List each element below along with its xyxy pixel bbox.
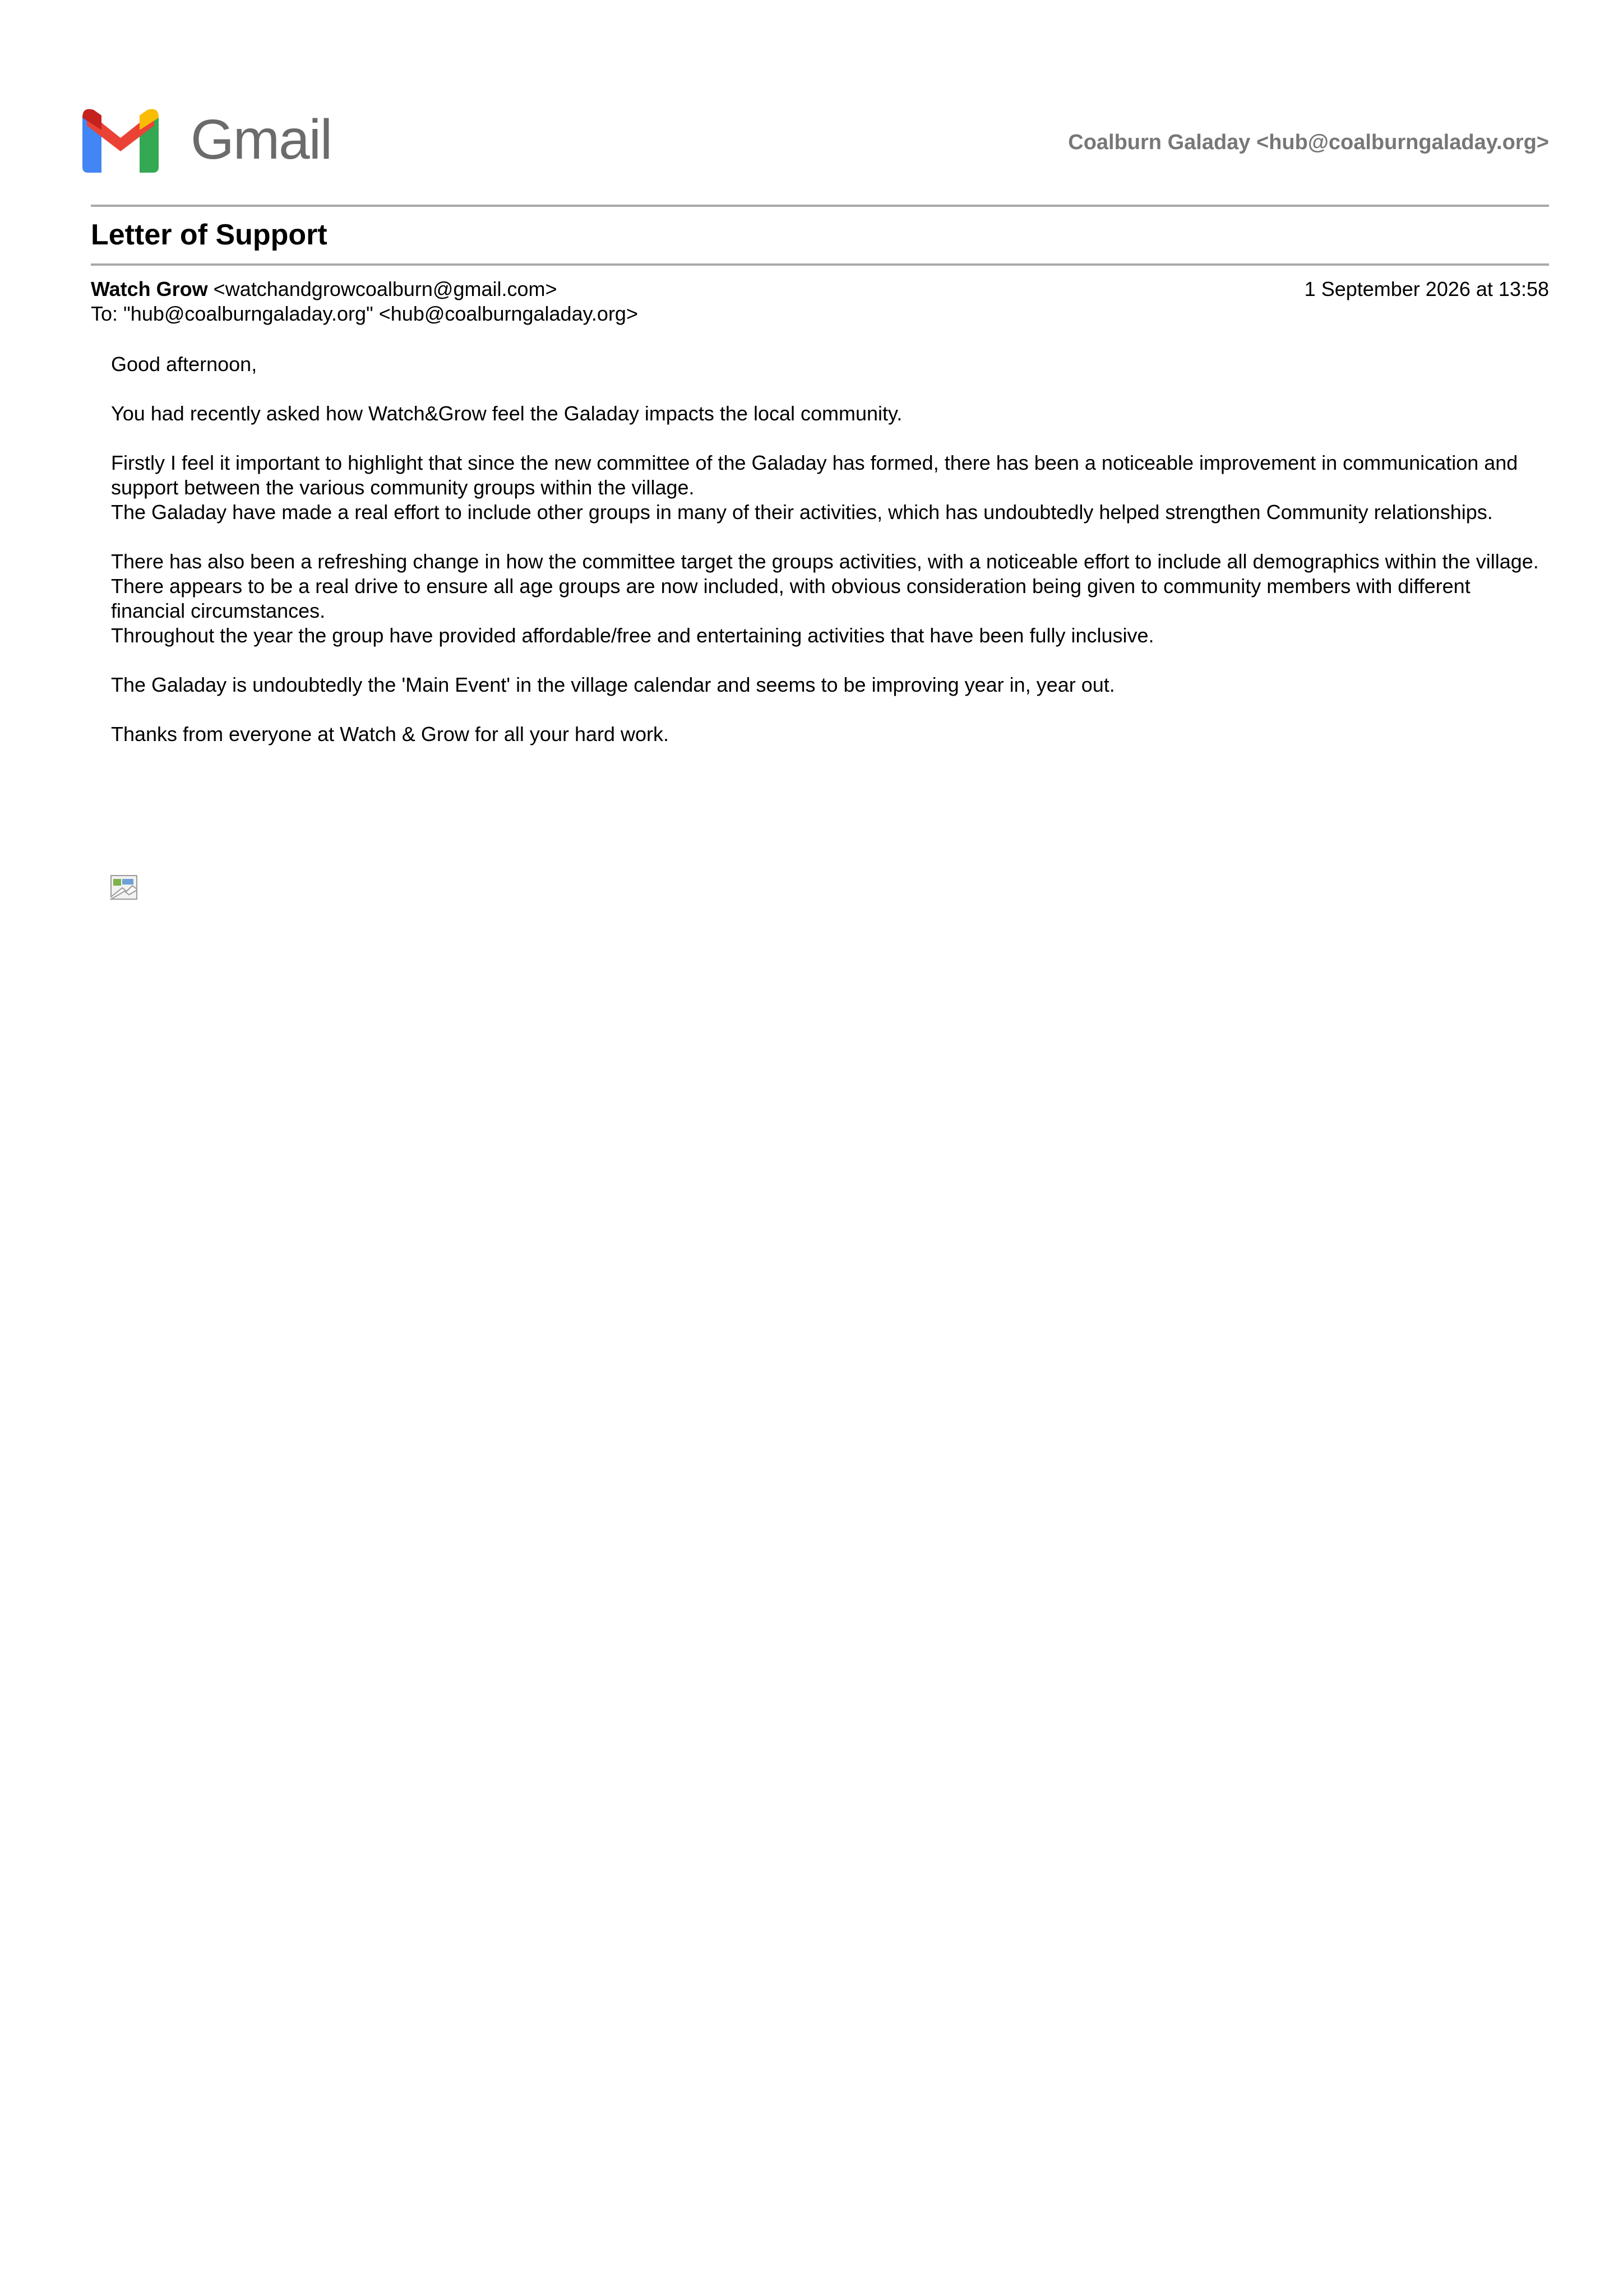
email-subject: Letter of Support (91, 219, 327, 251)
account-label: Coalburn Galaday <hub@coalburngaladay.org> (1068, 131, 1549, 154)
paragraph-3-line-1: There has also been a refreshing change in how the committee target the groups activities, with a noticeable effort to include all demographics within the village. (111, 550, 1539, 573)
paragraph-2-line-1: Firstly I feel it important to highlight that since the new committee of the Galaday has formed, there has been a noticeable improvement in communication and support between the various community groups within the village. (111, 451, 1518, 499)
paragraph-3-line-2: There appears to be a real drive to ensure all age groups are now included, with obvious consideration being given to community members with different financial circumstances. (111, 575, 1471, 622)
greeting: Good afternoon, (111, 353, 257, 376)
recipient-row: To: "hub@coalburngaladay.org" <hub@coalburngaladay.org> (91, 302, 638, 325)
sender-name: Watch Grow (91, 277, 208, 300)
gmail-wordmark: Gmail (191, 108, 332, 171)
sender-row (91, 277, 1549, 302)
paragraph-1: You had recently asked how Watch&Grow feel the Galaday impacts the local community. (111, 402, 903, 425)
header-divider (91, 205, 1549, 207)
paragraph-2 (111, 451, 1546, 525)
email-date: 1 September 2026 at 13:58 (1304, 277, 1549, 300)
sign-off: Thanks from everyone at Watch & Grow for all your hard work. (111, 723, 669, 746)
broken-image-icon (110, 874, 138, 900)
paragraph-3-line-3: Throughout the year the group have provided affordable/free and entertaining activities that have been fully inclusive. (111, 624, 1154, 647)
paragraph-3 (111, 549, 1546, 648)
paragraph-2-line-2: The Galaday have made a real effort to include other groups in many of their activities, which has undoubtedly helped strengthen Community relationships. (111, 501, 1493, 524)
sender-email: <watchandgrowcoalburn@gmail.com> (207, 277, 557, 300)
email-body (111, 352, 1546, 771)
subject-divider (91, 263, 1549, 266)
gmail-logo-icon (82, 107, 159, 173)
paragraph-4: The Galaday is undoubtedly the 'Main Event' in the village calendar and seems to be improving year in, year out. (111, 673, 1115, 696)
email-meta (91, 277, 1549, 326)
